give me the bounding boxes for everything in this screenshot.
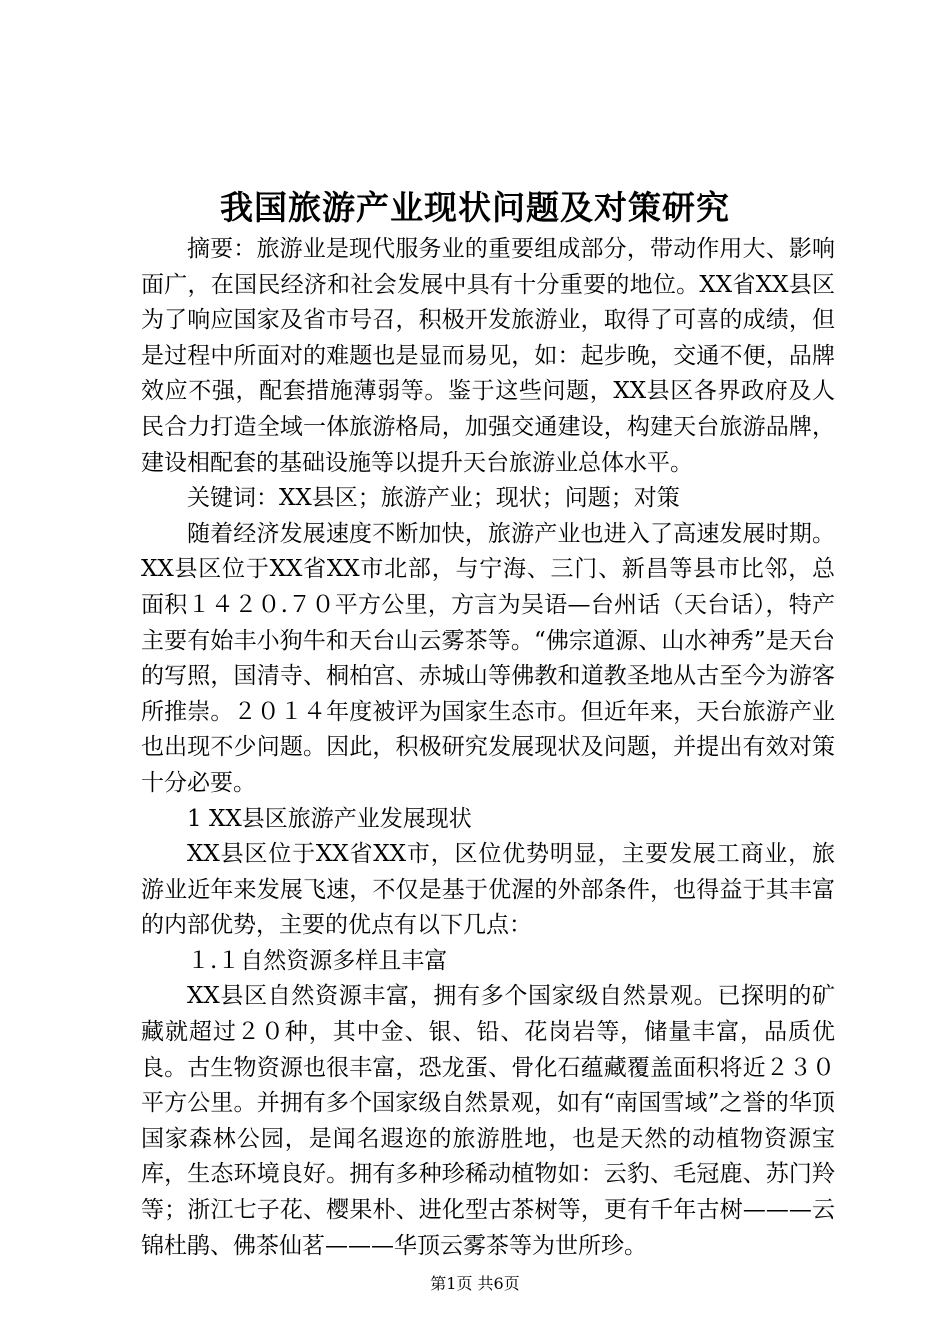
document-body xyxy=(141,232,835,1264)
resources-paragraph: XX县区自然资源丰富，拥有多个国家级自然景观。已探明的矿藏就超过２０种，其中金、银、铅、花岗岩等，储量丰富，品质优良。古生物资源也很丰富，恐龙蛋、骨化石蕴藏覆盖面积将近２３０平方公里。并拥有多个国家级自然景观，如有“南国雪域”之誉的华顶国家森林公园，是闻名遐迩的旅游胜地，也是天然的动植物资源宝库，生态环境良好。拥有多种珍稀动植物如：云豹、毛冠鹿、苏门羚等；浙江七子花、樱果朴、进化型古茶树等，更有千年古树———云锦杜鹃、佛茶仙茗———华顶云雾茶等为世所珍。 xyxy=(141,983,835,1259)
intro-paragraph: 随着经济发展速度不断加快，旅游产业也进入了高速发展时期。XX县区位于XX省XX市北部，与宁海、三门、新昌等县市比邻，总面积１４２０.７０平方公里，方言为吴语—台州话（天台话），特产主要有始丰小狗牛和天台山云雾茶等。“佛宗道源、山水神秀”是天台的写照，国清寺、桐柏宫、赤城山等佛教和道教圣地从古至今为游客所推崇。２０１４年度被评为国家生态市。但近年来，天台旅游产业也出现不少问题。因此，积极研究发展现状及问题，并提出有效对策十分必要。 xyxy=(141,520,835,796)
section-heading: 1 XX县区旅游产业发展现状 xyxy=(187,805,472,832)
keywords-paragraph: 关键词：XX县区；旅游产业；现状；问题；对策 xyxy=(187,485,680,512)
document-title: 我国旅游产业现状问题及对策研究 xyxy=(220,188,730,227)
abstract-paragraph: 摘要：旅游业是现代服务业的重要组成部分，带动作用大、影响面广，在国民经济和社会发展中具有十分重要的地位。XX省XX县区为了响应国家及省市号召，积极开发旅游业，取得了可喜的成绩，但是过程中所面对的难题也是显而易见，如：起步晚，交通不便，品牌效应不强，配套措施薄弱等。鉴于这些问题，XX县区各界政府及人民合力打造全域一体旅游格局，加强交通建设，构建天台旅游品牌，建设相配套的基础设施等以提升天台旅游业总体水平。 xyxy=(141,236,835,476)
subsection-heading: １.１自然资源多样且丰富 xyxy=(187,947,448,974)
section-intro-paragraph: XX县区位于XX省XX市，区位优势明显，主要发展工商业，旅游业近年来发展飞速，不仅是基于优渥的外部条件，也得益于其丰富的内部优势，主要的优点有以下几点： xyxy=(141,841,835,939)
page-number: 第1页 共6页 xyxy=(430,1274,520,1293)
